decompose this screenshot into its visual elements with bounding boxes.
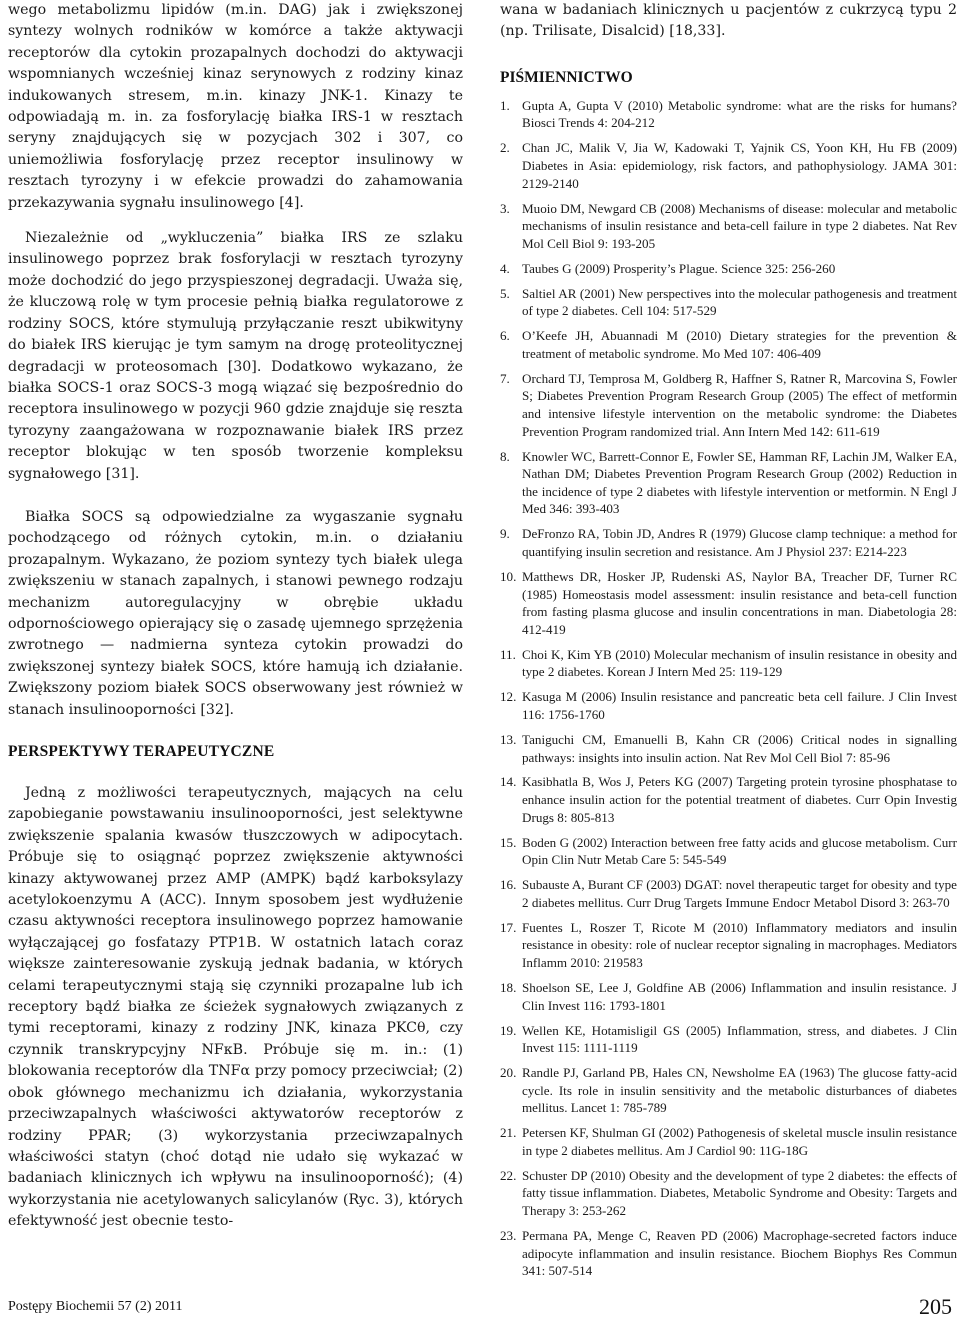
reference-text: Subauste A, Burant CF (2003) DGAT: novel therapeutic target for obesity and type 2 diabetes mellitus. Curr Drug Targets Immune Endocr Metabol Disord 3: 263-70 [522,877,957,910]
reference-number: 23. [500,1228,517,1244]
reference-item [500,919,957,972]
reference-item [500,448,957,518]
reference-text: Saltiel AR (2001) New perspectives into the molecular pathogenesis and treatment of type 2 diabetes. Cell 104: 517-529 [522,285,957,319]
reference-text: Matthews DR, Hosker JP, Rudenski AS, Naylor BA, Treacher DF, Turner RC (1985) Homeostasis model assessment: insulin resistance and beta-cell function from fasting plasma glucose and insulin concentrations in man. Diabetologia 28: 412-419 [522,568,957,637]
reference-text: O’Keefe JH, Abuannadi M (2010) Dietary strategies for the prevention & treatment of metabolic syndrome. Mo Med 107: 406-409 [522,328,957,361]
reference-text: Permana PA, Menge C, Reaven PD (2006) Macrophage-secreted factors induce adipocyte inflammation and insulin resistance. Biochem Biophys Res Commun 341: 507-514 [522,1228,957,1279]
reference-item [500,139,957,192]
reference-text: Boden G (2002) Interaction between free fatty acids and glucose metabolism. Curr Opin Clin Nutr Metab Care 5: 545-549 [522,834,957,868]
reference-text: Choi K, Kim YB (2010) Molecular mechanism of insulin resistance in obesity and type 2 diabetes. Korean J Intern Med 25: 119-129 [522,646,957,680]
reference-item [500,260,957,278]
reference-number: 10. [500,568,517,584]
reference-number: 3. [500,200,510,216]
reference-item [500,525,957,560]
reference-number: 6. [500,328,510,344]
reference-item [500,1167,957,1220]
journal-footer: Postępy Biochemii 57 (2) 2011 [8,1299,183,1314]
reference-number: 14. [500,774,517,790]
reference-number: 13. [500,731,517,747]
paragraph-therapeutic-options: Jedną z możliwości terapeutycznych, mających na celu zapobieganie powstawaniu insulinooporności, jest selektywne zwiększenie spalania kwasów tłuszczowych w adipocytach. Próbuje się to osiągnąć poprzez zwiększenie aktywności kinazy aktywowanej przez AMP (AMPK) bądź karboksylazy acetylokoenzymu A (ACC). Innym sposobem jest wydłużenie czasu aktywności receptora insulinowego poprzez hamowanie wyłączającej go fosfatazy PTP1B. W ostatnich latach coraz większe zainteresowanie zyskują jednak badania, w których celami terapeutycznymi stają się czynniki prozapalne lub ich receptory bądź białka ze ścieżek sygnałowych związanych z tymi receptorami, kinazy z rodziny JNK, kinaza PKCθ, czy czynnik transkrypcyjny NFκB. Próbuje się m. in.: (1) blokowania receptorów dla TNFα przy pomocy przeciwciał; (2) obok głównego mechanizmu ich działania, wykorzystania przeciwzapalnych właściwości aktywatorów receptorów z rodziny PPAR; (3) wykorzystania przeciwzapalnych właściwości statyn (choć dotąd nie udało się wykazać w badaniach klinicznych ich wpływu na insulinooporność); (4) wykorzystania nie acetylowanych salicylanów (Ryc. 3), których efektywność jest obecnie testo- [8,785,463,1230]
reference-text: Orchard TJ, Temprosa M, Goldberg R, Haffner S, Ratner R, Marcovina S, Fowler S; Diabetes Prevention Program Research Group (2005) The effect of metformin and intensive lifestyle intervention on the metabolic syndrome: the Diabetes Prevention Program randomized trial. Ann Intern Med 142: 611-619 [522,370,957,439]
reference-text: Muoio DM, Newgard CB (2008) Mechanisms of disease: molecular and metabolic mechanisms of insulin resistance and beta-cell failure in type 2 diabetes. Nat Rev Mol Cell Biol 9: 193-205 [522,200,957,251]
reference-item [500,327,957,362]
paragraph-socs-proteins: Białka SOCS są odpowiedzialne za wygaszanie sygnału pochodzącego od różnych cytokin, m.in. o działaniu prozapalnym. Wykazano, że poziom syntezy tych białek ulega zwiększeniu w stanach zapalnych, i stanowi pewnego rodzaju mechanizm autoregulacyjny w obrębie układu odpornościowego opierający się o zasadę ujemnego sprzężenia zwrotnego — nadmierna synteza cytokin prowadzi do zwiększonej syntezy białek SOCS, które hamują ich działanie. Zwiększony poziom białek SOCS obserwowany jest również w stanach insulinooporności [32]. [8,508,463,718]
reference-item [500,370,957,440]
reference-item [500,1124,957,1159]
reference-number: 20. [500,1065,517,1081]
reference-item [500,876,957,911]
reference-text: Chan JC, Malik V, Jia W, Kadowaki T, Yajnik CS, Yoon KH, Hu FB (2009) Diabetes in Asia: epidemiology, risk factors, and pathophysiology. JAMA 301: 2129-2140 [522,140,957,191]
paragraph-irs-degradation: Niezależnie od „wykluczenia” białka IRS ze szlaku insulinowego poprzez brak fosforylacji w resztach tyrozyny może dochodzić do jego przyspieszonej degradacji. Uważa się, że kluczową rolę w tym procesie pełnią białka regulatorowe z rodziny SOCS, które stymulują przyłączanie reszt ubikwityny do białek IRS kierując je tym samym na drogę proteolitycznej degradacji w proteosomach [30]. Dodatkowo wykazano, że białka SOCS-1 oraz SOCS-3 mogą wiązać się bezpośrednio do receptora insulinowego w pozycji 960 gdzie znajduje się reszta tyrozyny zaangażowana w rozpoznawanie białek IRS przez receptor blokując w ten sposób tworzenie kompleksu sygnałowego [31]. [8,230,463,482]
references-list [500,97,957,1280]
reference-text: Wellen KE, Hotamisligil GS (2005) Inflammation, stress, and diabetes. J Clin Invest 115: 1111-1119 [522,1022,957,1056]
reference-text: Shoelson SE, Lee J, Goldfine AB (2006) Inflammation and insulin resistance. J Clin Invest 116: 1793-1801 [522,979,957,1013]
reference-number: 5. [500,285,510,301]
page-number: 205 [919,1294,952,1319]
reference-item [500,1022,957,1057]
reference-number: 15. [500,834,517,850]
reference-item [500,731,957,766]
reference-text: Knowler WC, Barrett-Connor E, Fowler SE, Hamman RF, Lachin JM, Walker EA, Nathan DM; Diabetes Prevention Program Research Group (2002) Reduction in the incidence of type 2 diabetes with lifestyle intervention or metformin. N Engl J Med 346: 393-403 [522,448,957,517]
reference-number: 4. [500,260,510,276]
reference-item [500,200,957,253]
reference-text: Kasibhatla B, Wos J, Peters KG (2007) Targeting protein tyrosine phosphatase to enhance insulin action for the potential treatment of diabetes. Curr Opin Investig Drugs 8: 805-813 [522,774,957,825]
right-column [500,0,957,1287]
references-heading: PIŚMIENNICTWO [500,68,633,86]
reference-item [500,834,957,869]
reference-text: Randle PJ, Garland PB, Hales CN, Newsholme EA (1963) The glucose fatty-acid cycle. Its role in insulin sensitivity and the metabolic disturbances of diabetes mellitus. Lancet 1: 785-789 [522,1065,957,1116]
reference-text: Taubes G (2009) Prosperity’s Plague. Science 325: 256-260 [522,260,836,276]
reference-number: 7. [500,370,510,386]
reference-text: Kasuga M (2006) Insulin resistance and pancreatic beta cell failure. J Clin Invest 116: 1756-1760 [522,689,957,722]
reference-item [500,979,957,1014]
reference-text: Gupta A, Gupta V (2010) Metabolic syndrome: what are the risks for humans? Biosci Trends 4: 204-212 [522,97,957,131]
reference-number: 12. [500,689,517,705]
left-column [8,0,463,1233]
reference-number: 19. [500,1022,517,1038]
reference-number: 2. [500,140,510,156]
reference-item [500,646,957,681]
reference-number: 9. [500,526,510,542]
reference-item [500,773,957,826]
reference-text: DeFronzo RA, Tobin JD, Andres R (1979) Glucose clamp technique: a method for quantifying insulin secretion and resistance. Am J Physiol 237: E214-223 [522,526,957,559]
reference-number: 11. [500,646,516,662]
reference-item [500,1227,957,1280]
reference-item [500,285,957,320]
reference-text: Taniguchi CM, Emanuelli B, Kahn CR (2006) Critical nodes in signalling pathways: insights into insulin action. Nat Rev Mol Cell Biol 7: 85-96 [522,731,957,765]
paragraph-continuation: wana w badaniach klinicznych u pacjentów z cukrzycą typu 2 (np. Trilisate, Disalcid) [18,33]. [500,2,957,40]
reference-item [500,97,957,132]
reference-number: 16. [500,877,517,893]
reference-item [500,568,957,638]
reference-text: Schuster DP (2010) Obesity and the development of type 2 diabetes: the effects of fatty tissue inflammation. Diabetes, Metabolic Syndrome and Obesity: Targets and Therapy 3: 253-262 [522,1167,957,1219]
reference-number: 21. [500,1125,517,1141]
reference-number: 22. [500,1167,517,1183]
reference-text: Fuentes L, Roszer T, Ricote M (2010) Inflammatory mediators and insulin resistance in obesity: role of nuclear receptor signaling in macrophages. Mediators Inflamm 2010: 219583 [522,919,957,970]
reference-number: 1. [500,97,510,113]
reference-number: 18. [500,979,517,995]
reference-text: Petersen KF, Shulman GI (2002) Pathogenesis of skeletal muscle insulin resistance in type 2 diabetes mellitus. Am J Cardiol 90: 11G-18G [522,1125,957,1158]
reference-item [500,688,957,723]
reference-item [500,1064,957,1117]
paragraph-insulin-signaling: wego metabolizmu lipidów (m.in. DAG) jak i zwiększonej syntezy wolnych rodników w komórce a także aktywacji receptorów dla cytokin prozapalnych dochodzi do aktywacji wspomnianych wcześniej kinaz serynowych z rodziny kinaz indukowanych stresem, m.in. kinazy JNK-1. Kinazy te odpowiadają m. in. za fosforylację białka IRS-1 w resztach seryny znajdujących się w pozycjach 302 i 307, co uniemożliwia fosforylację przez receptor insulinowy w resztach tyrozyny i w efekcie prowadzi do zahamowania przekazywania sygnału insulinowego [4]. [8,2,463,211]
reference-number: 17. [500,919,517,935]
reference-number: 8. [500,448,510,464]
section-heading-therapeutic: PERSPEKTYWY TERAPEUTYCZNE [8,743,275,760]
